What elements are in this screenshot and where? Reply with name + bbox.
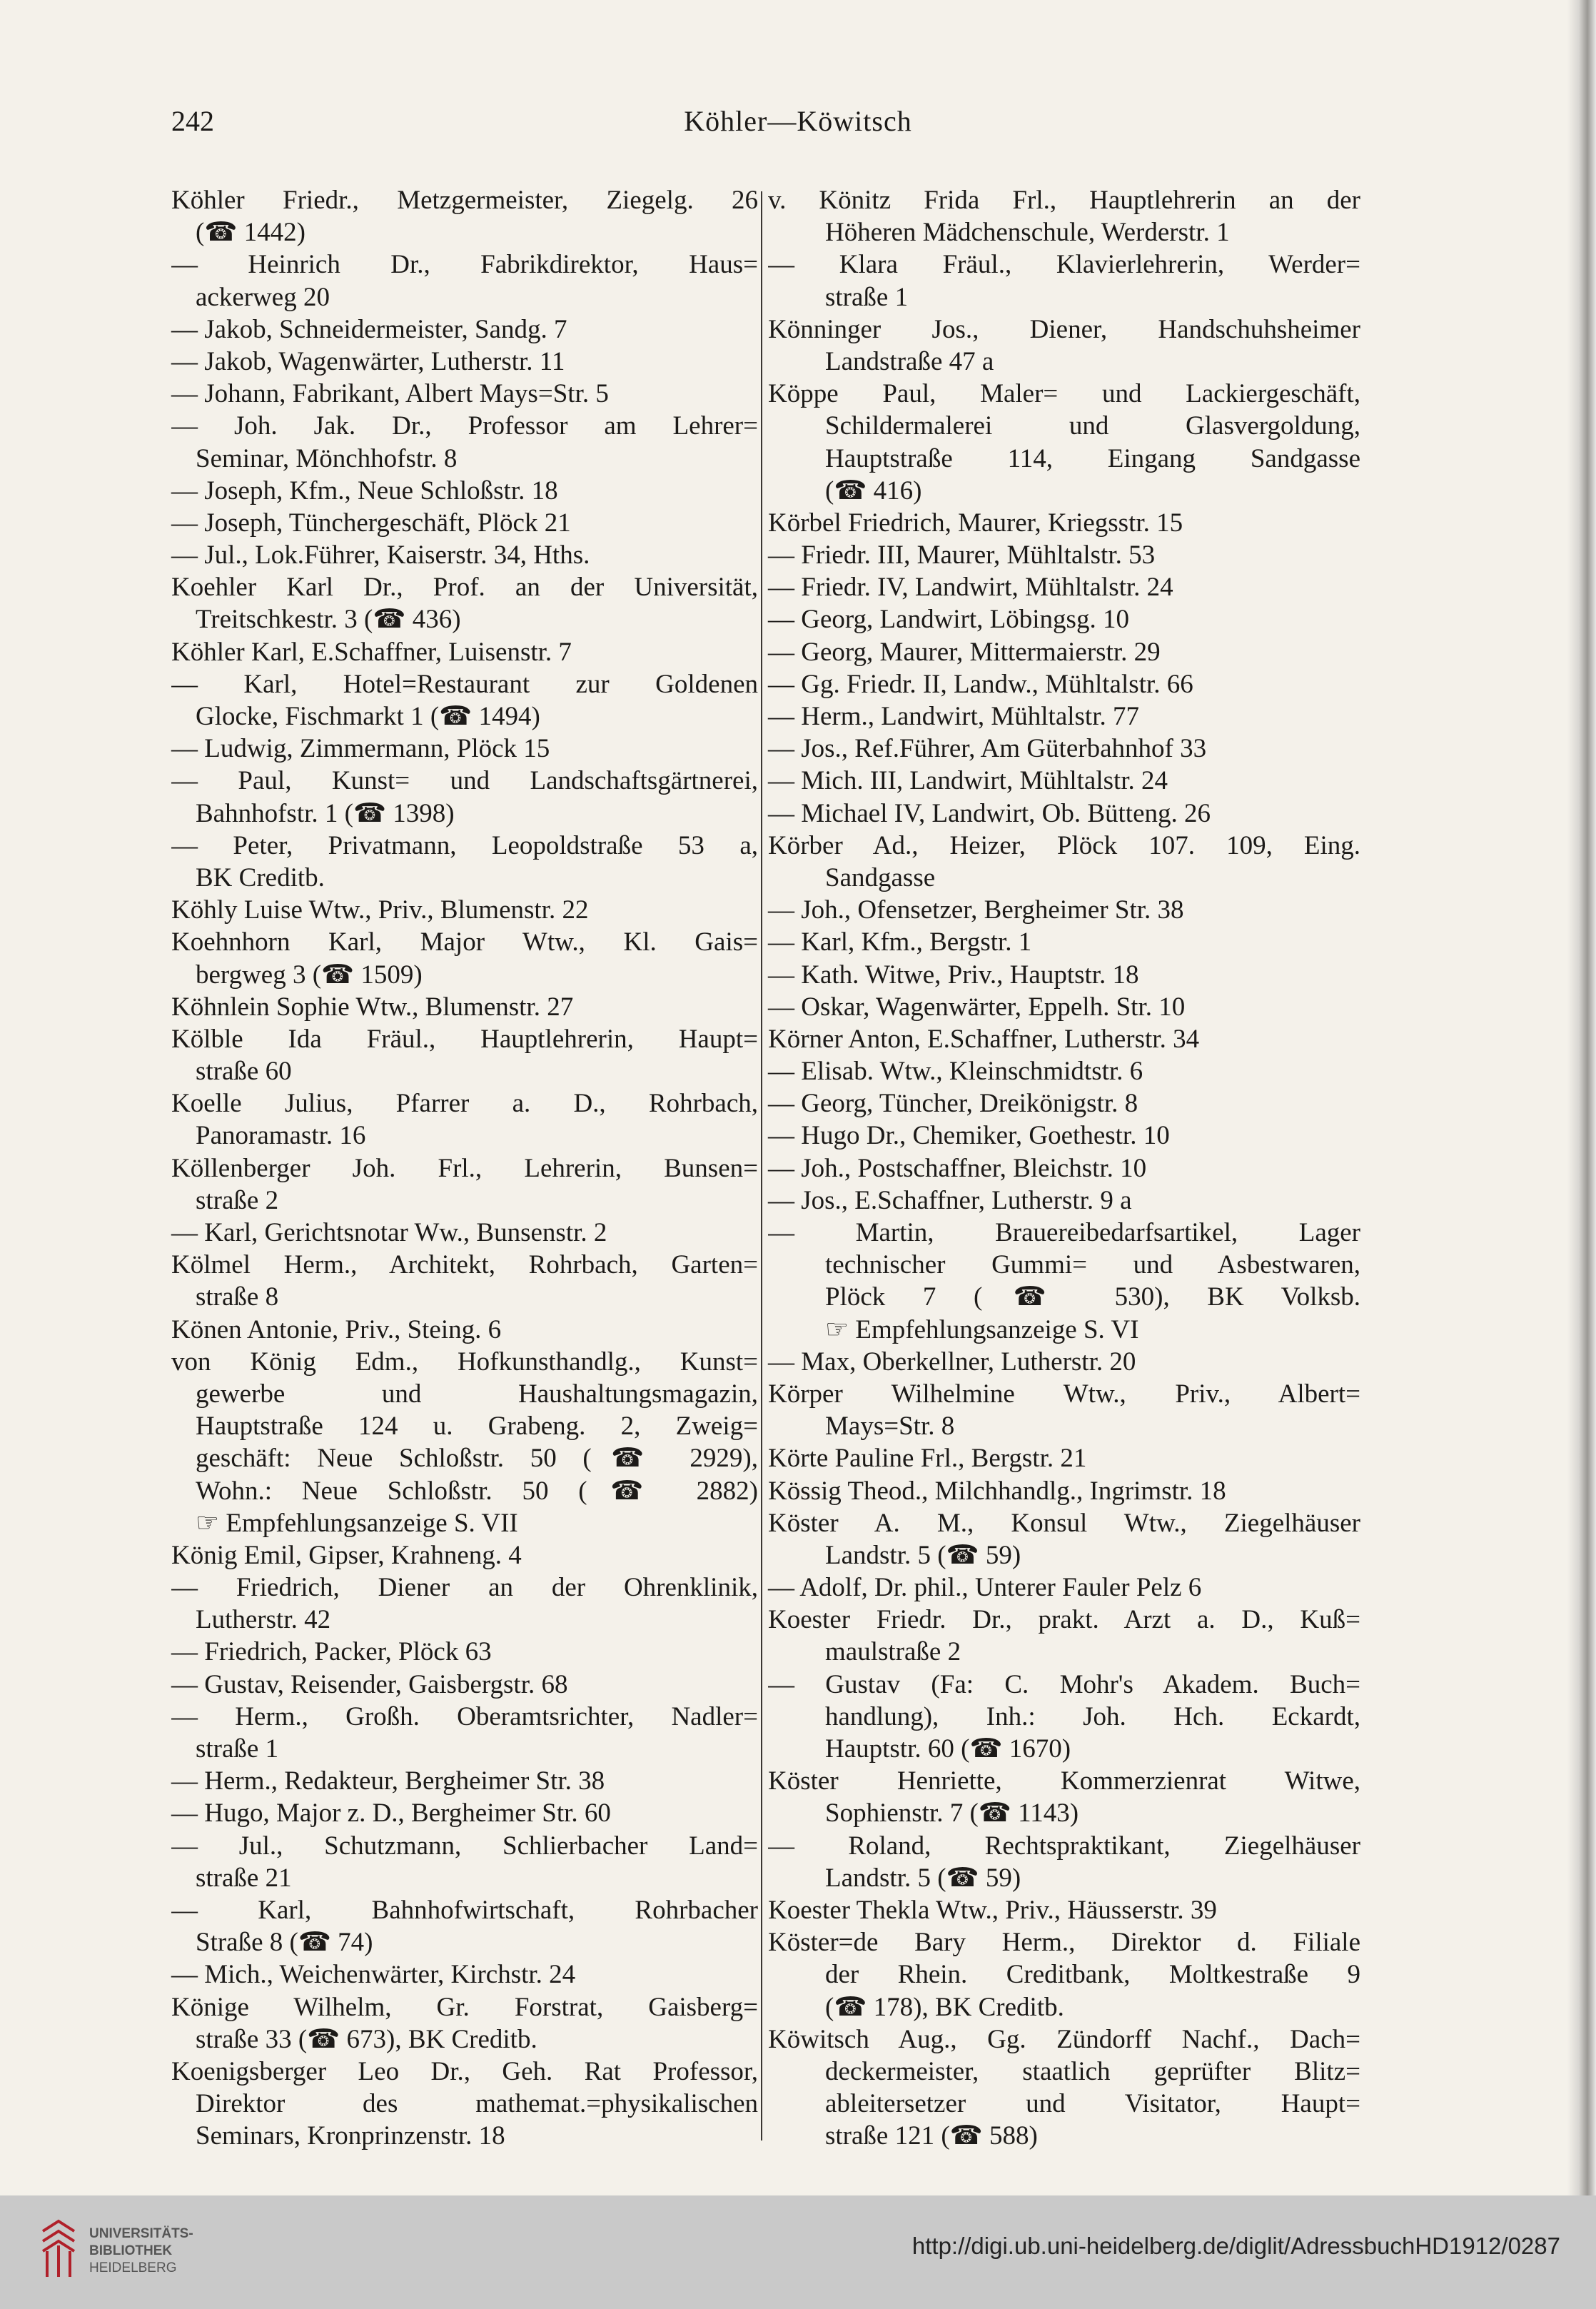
library-name xyxy=(89,2225,193,2277)
directory-entry xyxy=(768,1217,1360,1346)
directory-entry xyxy=(171,313,758,346)
entry-continuation-line: Panoramastr. 16 xyxy=(196,1121,366,1151)
entry-line: Köster Henriette, Kommerzienrat Witwe, xyxy=(768,1766,1360,1796)
entry-continuation-line: straße 2 xyxy=(196,1185,279,1215)
entry-line: — Max, Oberkellner, Lutherstr. 20 xyxy=(768,1347,1136,1377)
right-column xyxy=(768,184,1360,2152)
directory-entry xyxy=(171,410,758,474)
entry-continuation-line: Sophienstr. 7 (☎ 1143) xyxy=(825,1799,1079,1828)
entry-line: Könninger Jos., Diener, Handschuhsheimer xyxy=(768,314,1360,344)
entry-line: — Karl, Bahnhofwirtschaft, Rohrbacher xyxy=(171,1895,758,1925)
entry-line: — Martin, Brauereibedarfsartikel, Lager xyxy=(768,1218,1360,1247)
entry-line: — Jakob, Schneidermeister, Sandg. 7 xyxy=(171,314,567,344)
directory-entry xyxy=(171,507,758,539)
entry-line: Koester Thekla Wtw., Priv., Häusserstr. 39 xyxy=(768,1895,1217,1925)
entry-line: Körbel Friedrich, Maurer, Kriegsstr. 15 xyxy=(768,508,1183,538)
directory-entry xyxy=(171,1539,758,1571)
directory-entry xyxy=(768,378,1360,507)
entry-continuation-line: ☞ Empfehlungsanzeige S. VII xyxy=(196,1508,518,1538)
entry-continuation-line: Hauptstraße 124 u. Grabeng. 2, Zweig= xyxy=(196,1412,758,1442)
entry-continuation-line: Hauptstr. 60 (☎ 1670) xyxy=(825,1734,1071,1764)
directory-entry xyxy=(768,1184,1360,1217)
entry-continuation-line: ☞ Empfehlungsanzeige S. VI xyxy=(825,1314,1139,1344)
directory-entry xyxy=(171,1797,758,1829)
entry-line: — Karl, Hotel=Restaurant zur Goldenen xyxy=(171,669,758,699)
entry-line: Koelle Julius, Pfarrer a. D., Rohrbach, xyxy=(171,1089,758,1119)
entry-line: von König Edm., Hofkunsthandlg., Kunst= xyxy=(171,1347,758,1377)
directory-entry xyxy=(768,1087,1360,1120)
page-title: Köhler—Köwitsch xyxy=(684,105,912,137)
directory-entry xyxy=(171,1346,758,1539)
entry-line: Köllenberger Joh. Frl., Lehrerin, Bunsen= xyxy=(171,1153,758,1183)
entry-continuation-line: Straße 8 (☎ 74) xyxy=(196,1928,373,1958)
entry-continuation-line: straße 1 xyxy=(196,1734,279,1764)
entry-line: — Johann, Fabrikant, Albert Mays=Str. 5 xyxy=(171,379,609,409)
page-number: 242 xyxy=(171,105,214,137)
entry-continuation-line: Seminar, Mönchhofstr. 8 xyxy=(196,443,458,473)
entry-line: — Herm., Landwirt, Mühltalstr. 77 xyxy=(768,702,1139,731)
directory-entry xyxy=(768,1507,1360,1571)
footer-bar xyxy=(0,2195,1596,2309)
entry-line: Könen Antonie, Priv., Steing. 6 xyxy=(171,1314,502,1344)
directory-entry xyxy=(171,636,758,668)
entry-continuation-line: Sandgasse xyxy=(825,862,936,892)
entry-continuation-line: Direktor des mathemat.=physikalischen xyxy=(196,2089,758,2119)
entry-line: — Kath. Witwe, Priv., Hauptstr. 18 xyxy=(768,960,1139,990)
entry-line: Körber Ad., Heizer, Plöck 107. 109, Eing. xyxy=(768,830,1360,860)
entry-line: — Herm., Redakteur, Bergheimer Str. 38 xyxy=(171,1766,605,1796)
entry-continuation-line: ackerweg 20 xyxy=(196,282,330,312)
entry-continuation-line: straße 8 xyxy=(196,1282,279,1312)
entry-line: — Klara Fräul., Klavierlehrerin, Werder= xyxy=(768,250,1360,280)
entry-line: — Georg, Landwirt, Löbingsg. 10 xyxy=(768,605,1129,635)
entry-line: Köwitsch Aug., Gg. Zündorff Nachf., Dach= xyxy=(768,2024,1360,2054)
directory-entry xyxy=(171,248,758,313)
directory-entry xyxy=(171,1152,758,1217)
directory-entry xyxy=(171,1023,758,1087)
entry-continuation-line: Treitschkestr. 3 (☎ 436) xyxy=(196,605,461,635)
directory-entry xyxy=(768,668,1360,700)
entry-line: — Karl, Gerichtsnotar Ww., Bunsenstr. 2 xyxy=(171,1218,607,1247)
directory-entry xyxy=(768,700,1360,733)
directory-entry xyxy=(171,733,758,765)
entry-continuation-line: straße 1 xyxy=(825,282,909,312)
entry-continuation-line: Landstr. 5 (☎ 59) xyxy=(825,1863,1021,1893)
entry-line: — Jakob, Wagenwärter, Lutherstr. 11 xyxy=(171,346,565,376)
entry-line: — Jos., Ref.Führer, Am Güterbahnhof 33 xyxy=(768,734,1207,764)
directory-entry xyxy=(171,1571,758,1636)
entry-continuation-line: Plöck 7 (☎ 530), BK Volksb. xyxy=(825,1282,1360,1312)
entry-continuation-line: straße 33 (☎ 673), BK Creditb. xyxy=(196,2024,537,2054)
entry-continuation-line: (☎ 416) xyxy=(825,476,922,505)
entry-line: Koehnhorn Karl, Major Wtw., Kl. Gais= xyxy=(171,927,758,957)
directory-entry xyxy=(768,1830,1360,1894)
directory-entry xyxy=(768,733,1360,765)
entry-line: — Hugo Dr., Chemiker, Goethestr. 10 xyxy=(768,1121,1170,1151)
entry-line: — Georg, Maurer, Mittermaierstr. 29 xyxy=(768,637,1161,667)
directory-entry xyxy=(171,926,758,990)
library-name-line: BIBLIOTHEK xyxy=(89,2243,173,2258)
directory-entry xyxy=(768,539,1360,571)
entry-continuation-line: (☎ 1442) xyxy=(196,218,305,248)
directory-entry xyxy=(171,184,758,248)
entry-line: Könige Wilhelm, Gr. Forstrat, Gaisberg= xyxy=(171,1992,758,2022)
directory-entry xyxy=(768,1152,1360,1184)
directory-entry xyxy=(768,1571,1360,1604)
entry-line: Köhnlein Sophie Wtw., Blumenstr. 27 xyxy=(171,992,574,1022)
entry-continuation-line: gewerbe und Haushaltungsmagazin, xyxy=(196,1379,758,1409)
directory-entry xyxy=(768,959,1360,991)
source-url-link[interactable]: http://digi.ub.uni-heidelberg.de/diglit/AdressbuchHD1912/0287 xyxy=(911,2233,1560,2259)
entry-line: — Roland, Rechtspraktikant, Ziegelhäuser xyxy=(768,1831,1360,1861)
entry-line: — Joh., Postschaffner, Bleichstr. 10 xyxy=(768,1153,1147,1183)
entry-line: Koester Friedr. Dr., prakt. Arzt a. D., Kuß= xyxy=(768,1605,1360,1635)
entry-line: — Mich., Weichenwärter, Kirchstr. 24 xyxy=(171,1960,576,1990)
directory-entry xyxy=(171,571,758,635)
entry-continuation-line: bergweg 3 (☎ 1509) xyxy=(196,960,423,990)
entry-continuation-line: (☎ 178), BK Creditb. xyxy=(825,1992,1064,2022)
left-column xyxy=(171,184,758,2152)
entry-line: Körner Anton, E.Schaffner, Lutherstr. 34 xyxy=(768,1024,1200,1054)
entry-line: — Herm., Großh. Oberamtsrichter, Nadler= xyxy=(171,1701,758,1731)
directory-entry xyxy=(171,346,758,378)
directory-entry xyxy=(768,1120,1360,1152)
entry-continuation-line: BK Creditb. xyxy=(196,862,325,892)
entry-line: — Paul, Kunst= und Landschaftsgärtnerei, xyxy=(171,766,758,796)
library-logo-icon xyxy=(37,2217,80,2281)
entry-line: — Ludwig, Zimmermann, Plöck 15 xyxy=(171,734,550,764)
entry-line: — Jul., Lok.Führer, Kaiserstr. 34, Hths. xyxy=(171,540,590,570)
directory-entry xyxy=(768,313,1360,378)
entry-line: Köhler Friedr., Metzgermeister, Ziegelg. 26 xyxy=(171,186,758,215)
directory-entry xyxy=(768,1669,1360,1766)
directory-entry xyxy=(171,1765,758,1797)
entry-continuation-line: deckermeister, staatlich geprüfter Blitz= xyxy=(825,2056,1360,2086)
entry-continuation-line: Hauptstraße 114, Eingang Sandgasse xyxy=(825,443,1360,473)
entry-line: — Hugo, Major z. D., Bergheimer Str. 60 xyxy=(171,1799,611,1828)
entry-line: — Gustav, Reisender, Gaisbergstr. 68 xyxy=(171,1669,568,1699)
directory-entry xyxy=(171,894,758,926)
directory-entry xyxy=(768,765,1360,797)
directory-entry xyxy=(171,1314,758,1346)
entry-line: Koehler Karl Dr., Prof. an der Universität, xyxy=(171,573,758,603)
entry-line: — Friedrich, Packer, Plöck 63 xyxy=(171,1637,492,1667)
entry-continuation-line: ableitersetzer und Visitator, Haupt= xyxy=(825,2089,1360,2119)
entry-line: — Oskar, Wagenwärter, Eppelh. Str. 10 xyxy=(768,992,1186,1022)
directory-entry xyxy=(171,830,758,894)
entry-line: Körper Wilhelmine Wtw., Priv., Albert= xyxy=(768,1379,1360,1409)
entry-line: — Gg. Friedr. II, Landw., Mühltalstr. 66 xyxy=(768,669,1193,699)
directory-entry xyxy=(768,1442,1360,1474)
directory-entry xyxy=(768,636,1360,668)
entry-continuation-line: handlung), Inh.: Joh. Hch. Eckardt, xyxy=(825,1701,1360,1731)
entry-line: — Heinrich Dr., Fabrikdirektor, Haus= xyxy=(171,250,758,280)
directory-entry xyxy=(768,1475,1360,1507)
entry-line: — Adolf, Dr. phil., Unterer Fauler Pelz 6 xyxy=(768,1573,1202,1603)
entry-continuation-line: Landstr. 5 (☎ 59) xyxy=(825,1540,1021,1570)
directory-entry xyxy=(768,248,1360,313)
directory-entry xyxy=(768,1055,1360,1087)
entry-continuation-line: technischer Gummi= und Asbestwaren, xyxy=(825,1250,1360,1280)
entry-continuation-line: Mays=Str. 8 xyxy=(825,1412,955,1442)
entry-continuation-line: Glocke, Fischmarkt 1 (☎ 1494) xyxy=(196,702,540,731)
entry-line: — Karl, Kfm., Bergstr. 1 xyxy=(768,927,1032,957)
directory-entry xyxy=(171,1669,758,1701)
entry-line: — Jos., E.Schaffner, Lutherstr. 9 a xyxy=(768,1185,1132,1215)
entry-line: — Peter, Privatmann, Leopoldstraße 53 a, xyxy=(171,830,758,860)
directory-entry xyxy=(171,1894,758,1958)
entry-line: Körte Pauline Frl., Bergstr. 21 xyxy=(768,1444,1087,1474)
entry-line: Köster A. M., Konsul Wtw., Ziegelhäuser xyxy=(768,1508,1360,1538)
entry-line: — Georg, Tüncher, Dreikönigstr. 8 xyxy=(768,1089,1138,1119)
entry-line: König Emil, Gipser, Krahneng. 4 xyxy=(171,1540,522,1570)
entry-continuation-line: straße 21 xyxy=(196,1863,292,1893)
directory-entry xyxy=(768,1894,1360,1926)
directory-entry xyxy=(171,765,758,829)
directory-entry xyxy=(171,1830,758,1894)
directory-entry xyxy=(171,1217,758,1249)
directory-entry xyxy=(768,1023,1360,1055)
directory-entry xyxy=(768,1604,1360,1668)
directory-entry xyxy=(768,571,1360,603)
directory-entry xyxy=(768,1378,1360,1442)
directory-entry xyxy=(171,378,758,410)
directory-entry xyxy=(171,991,758,1023)
entry-continuation-line: Wohn.: Neue Schloßstr. 50 (☎ 2882) xyxy=(196,1476,758,1506)
directory-entry xyxy=(768,926,1360,958)
entry-continuation-line: maulstraße 2 xyxy=(825,1637,961,1667)
directory-entry xyxy=(768,798,1360,830)
entry-continuation-line: geschäft: Neue Schloßstr. 50 (☎ 2929), xyxy=(196,1444,758,1474)
entry-continuation-line: Bahnhofstr. 1 (☎ 1398) xyxy=(196,798,455,828)
entry-line: Köster=de Bary Herm., Direktor d. Filiale xyxy=(768,1928,1360,1958)
directory-entry xyxy=(171,539,758,571)
column-divider xyxy=(761,191,762,2141)
directory-entry xyxy=(171,1636,758,1668)
directory-entry xyxy=(768,2023,1360,2153)
directory-entry xyxy=(768,1346,1360,1378)
entry-line: Koenigsberger Leo Dr., Geh. Rat Professor, xyxy=(171,2056,758,2086)
entry-line: — Jul., Schutzmann, Schlierbacher Land= xyxy=(171,1831,758,1861)
directory-entry xyxy=(171,2056,758,2153)
entry-continuation-line: Seminars, Kronprinzenstr. 18 xyxy=(196,2121,505,2151)
directory-entry xyxy=(171,1991,758,2056)
directory-entry xyxy=(171,1249,758,1313)
entry-continuation-line: der Rhein. Creditbank, Moltkestraße 9 xyxy=(825,1960,1360,1990)
entry-continuation-line: straße 60 xyxy=(196,1057,292,1087)
directory-entry xyxy=(171,1087,758,1152)
entry-line: — Joseph, Kfm., Neue Schloßstr. 18 xyxy=(171,476,558,505)
entry-continuation-line: Landstraße 47 a xyxy=(825,346,994,376)
directory-entry xyxy=(768,991,1360,1023)
entry-line: — Joseph, Tünchergeschäft, Plöck 21 xyxy=(171,508,571,538)
library-name-line: HEIDELBERG xyxy=(89,2260,177,2275)
entry-continuation-line: straße 121 (☎ 588) xyxy=(825,2121,1038,2151)
entry-line: Köhly Luise Wtw., Priv., Blumenstr. 22 xyxy=(171,895,589,925)
entry-line: Kölmel Herm., Architekt, Rohrbach, Garten= xyxy=(171,1250,758,1280)
entry-continuation-line: Höheren Mädchenschule, Werderstr. 1 xyxy=(825,218,1230,248)
entry-line: v. Könitz Frida Frl., Hauptlehrerin an der xyxy=(768,186,1360,215)
library-name-line: UNIVERSITÄTS- xyxy=(89,2226,193,2241)
directory-entry xyxy=(768,507,1360,539)
entry-line: — Joh., Ofensetzer, Bergheimer Str. 38 xyxy=(768,895,1184,925)
entry-line: — Mich. III, Landwirt, Mühltalstr. 24 xyxy=(768,766,1168,796)
entry-line: Köppe Paul, Maler= und Lackiergeschäft, xyxy=(768,379,1360,409)
directory-entry xyxy=(768,1926,1360,2023)
entry-line: Kössig Theod., Milchhandlg., Ingrimstr. 18 xyxy=(768,1476,1226,1506)
entry-line: — Friedrich, Diener an der Ohrenklinik, xyxy=(171,1573,758,1603)
entry-line: — Michael IV, Landwirt, Ob. Bütteng. 26 xyxy=(768,798,1211,828)
entry-continuation-line: Lutherstr. 42 xyxy=(196,1605,331,1635)
entry-line: Kölble Ida Fräul., Hauptlehrerin, Haupt= xyxy=(171,1024,758,1054)
directory-entry xyxy=(171,1701,758,1765)
directory-entry xyxy=(171,668,758,733)
entry-line: — Friedr. III, Maurer, Mühltalstr. 53 xyxy=(768,540,1156,570)
directory-entry xyxy=(768,894,1360,926)
directory-entry xyxy=(768,830,1360,894)
directory-entry xyxy=(171,475,758,507)
directory-entry xyxy=(768,184,1360,248)
entry-continuation-line: Schildermalerei und Glasvergoldung, xyxy=(825,411,1360,441)
directory-entry xyxy=(171,1958,758,1991)
scan-edge xyxy=(1567,0,1596,2195)
entry-line: Köhler Karl, E.Schaffner, Luisenstr. 7 xyxy=(171,637,572,667)
entry-line: — Elisab. Wtw., Kleinschmidtstr. 6 xyxy=(768,1057,1143,1087)
entry-line: — Gustav (Fa: C. Mohr's Akadem. Buch= xyxy=(768,1669,1360,1699)
entry-line: — Joh. Jak. Dr., Professor am Lehrer= xyxy=(171,411,758,441)
directory-entry xyxy=(768,603,1360,635)
entry-line: — Friedr. IV, Landwirt, Mühltalstr. 24 xyxy=(768,573,1173,603)
directory-entry xyxy=(768,1765,1360,1829)
